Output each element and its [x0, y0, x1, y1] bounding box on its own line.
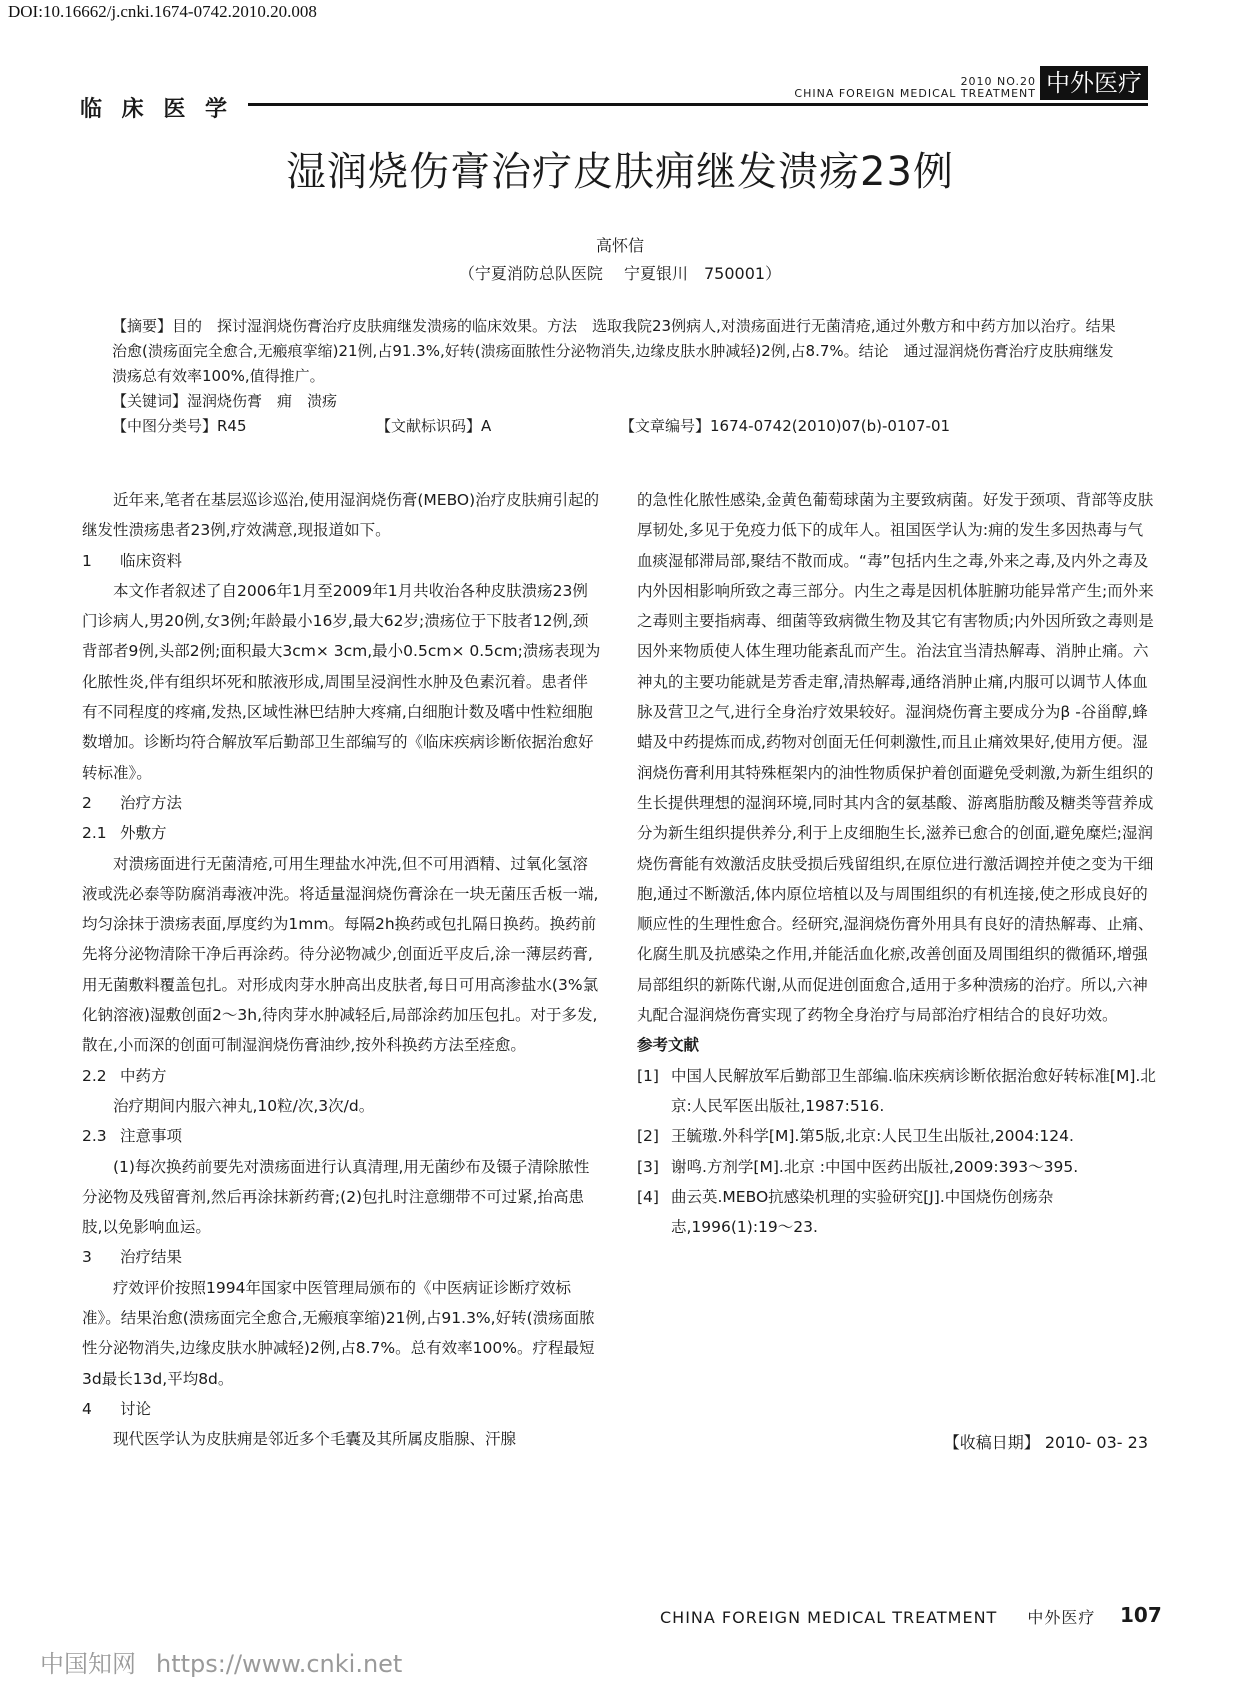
doi-line: DOI:10.16662/j.cnki.1674-0742.2010.20.008	[8, 2, 317, 21]
received-date: 【收稿日期】 2010- 03- 23	[943, 1433, 1148, 1452]
section-title: 注意事项	[120, 1127, 183, 1146]
body-paragraph: 治疗期间内服六神丸,10粒/次,3次/d。	[113, 1096, 375, 1115]
reference-number: [1]	[637, 1066, 659, 1085]
reference-text: 王毓璈.外科学[M].第5版,北京:人民卫生出版社,2004:124.	[671, 1127, 1074, 1146]
page-footer	[660, 1605, 1095, 1628]
section-title: 外敷方	[120, 824, 167, 843]
section-title: 临床资料	[120, 551, 183, 570]
section-heading-2	[82, 788, 602, 818]
section-title: 讨论	[120, 1399, 152, 1418]
body-paragraph: 对溃疡面进行无菌清疮,可用生理盐水冲洗,但不可用酒精、过氧化氢溶液或洗必泰等防腐消毒液冲洗。将适量湿润烧伤膏涂在一块无菌压舌板一端,均匀涂抹于溃疡表面,厚度约为1mm。每隔2h换药或包扎隔日换药。换药前先将分泌物清除干净后再涂药。待分泌物减少,创面近平皮后,涂一薄层药膏,用无菌敷料覆盖包扎。对形成肉芽水肿高出皮肤者,每日可用高渗盐水(3%氯化钠溶液)湿敷创面2～3h,待肉芽水肿减轻后,局部涂药加压包扎。对于多发,散在,小而深的创面可制湿润烧伤膏油纱,按外科换药方法至痊愈。	[82, 854, 599, 1055]
footer-journal-en: CHINA FOREIGN MEDICAL TREATMENT	[660, 1608, 998, 1627]
reference-number: [3]	[637, 1157, 659, 1176]
section-tag: 临 床 医 学	[80, 97, 233, 122]
abstract-text: 【摘要】目的 探讨湿润烧伤膏治疗皮肤痈继发溃疡的临床效果。方法 选取我院23例病人,对溃疡面进行无菌清疮,通过外敷方和中药方加以治疗。结果 治愈(溃疡面完全愈合,无瘢痕挛缩)21例,占91.3%,好转(溃疡面脓性分泌物消失,边缘皮肤水肿减轻)2例,占8.7%。结论 通过湿润烧伤膏治疗皮肤痈继发溃疡总有效率100%,值得推广。	[112, 317, 1131, 385]
article-title: 湿润烧伤膏治疗皮肤痈继发溃疡23例	[286, 149, 954, 195]
reference-number: [2]	[637, 1127, 659, 1146]
section-number: 2	[82, 793, 92, 812]
cnki-watermark	[40, 1644, 402, 1679]
reference-text: 中国人民解放军后勤部卫生部编.临床疾病诊断依据治愈好转标准[M].北京:人民军医出版社,1987:516.	[671, 1066, 1156, 1115]
reference-item	[637, 1152, 1157, 1182]
section-number: 4	[82, 1399, 92, 1418]
reference-item	[637, 1121, 1157, 1151]
reference-item	[637, 1182, 1157, 1243]
keywords: 【关键词】湿润烧伤膏 痈 溃疡	[112, 392, 338, 410]
journal-header	[794, 66, 1148, 100]
section-heading-4	[82, 1394, 602, 1424]
section-number: 3	[82, 1248, 92, 1267]
subsection-heading-2-1	[82, 818, 602, 848]
reference-item	[637, 1061, 1157, 1122]
classification-row	[112, 415, 1122, 436]
section-number: 2.1	[82, 824, 107, 843]
journal-issue: 2010 NO.20	[960, 75, 1036, 88]
references-heading: 参考文献	[637, 1036, 700, 1055]
reference-text: 谢鸣.方剂学[M].北京 :中国中医药出版社,2009:393～395.	[671, 1157, 1079, 1176]
section-number: 1	[82, 551, 92, 570]
reference-number: [4]	[637, 1187, 659, 1206]
header-rule	[248, 103, 1148, 106]
affiliation: （宁夏消防总队医院 宁夏银川 750001）	[458, 264, 782, 283]
intro-paragraph: 近年来,笔者在基层巡诊巡治,使用湿润烧伤膏(MEBO)治疗皮肤痈引起的继发性溃疡患者23例,疗效满意,现报道如下。	[82, 491, 600, 540]
section-title: 治疗方法	[120, 793, 183, 812]
reference-text: 曲云英.MEBO抗感染机理的实验研究[J].中国烧伤创疡杂志,1996(1):19～23.	[671, 1187, 1054, 1237]
cnki-brand: 中国知网	[40, 1650, 136, 1678]
abstract	[112, 314, 1131, 414]
document-code: 【文献标识码】A	[376, 417, 492, 435]
body-paragraph: 现代医学认为皮肤痈是邻近多个毛囊及其所属皮脂腺、汗腺	[113, 1430, 517, 1449]
clc-number: 【中图分类号】R45	[112, 417, 247, 435]
body-paragraph: (1)每次换药前要先对溃疡面进行认真清理,用无菌纱布及镊子清除脓性分泌物及残留膏剂,然后再涂抹新药膏;(2)包扎时注意绷带不可过紧,抬高患肢,以免影响血运。	[82, 1157, 590, 1237]
section-number: 2.3	[82, 1127, 107, 1146]
journal-en-name: CHINA FOREIGN MEDICAL TREATMENT	[794, 87, 1036, 100]
body-paragraph: 的急性化脓性感染,金黄色葡萄球菌为主要致病菌。好发于颈项、背部等皮肤厚韧处,多见于免疫力低下的成年人。祖国医学认为:痈的发生多因热毒与气血痰湿郁滞局部,聚结不散而成。“毒”包括内生之毒,外来之毒,及内外之毒及内外因相影响所致之毒三部分。内生之毒是因机体脏腑功能异常产生;而外来之毒则主要指病毒、细菌等致病微生物及其它有害物质;内外因所致之毒则是因外来物质使人体生理功能紊乱而产生。治法宜当清热解毒、消肿止痛。六神丸的主要功能就是芳香走窜,清热解毒,通络消肿止痛,内服可以调节人体血脉及营卫之气,进行全身治疗效果较好。湿润烧伤膏主要成分为β -谷甾醇,蜂蜡及中药提炼而成,药物对创面无任何刺激性,而且止痛效果好,使用方便。湿润烧伤膏利用其特殊框架内的油性物质保护着创面避免受刺激,为新生组织的生长提供理想的湿润环境,同时其内含的氨基酸、游离脂肪酸及糖类等营养成分为新生组织提供养分,利于上皮细胞生长,滋养已愈合的创面,避免糜烂;湿润烧伤膏能有效激活皮肤受损后残留组织,在原位进行激活调控并使之变为干细胞,通过不断激活,体内原位培植以及与周围组织的有机连接,使之形成良好的顺应性的生理性愈合。经研究,湿润烧伤膏外用具有良好的清热解毒、止痛、化腐生肌及抗感染之作用,并能活血化瘀,改善创面及周围组织的微循环,增强局部组织的新陈代谢,从而促进创面愈合,适用于多种溃疡的治疗。所以,六神丸配合湿润烧伤膏实现了药物全身治疗与局部治疗相结合的良好功效。	[637, 491, 1154, 1025]
right-column	[637, 485, 1157, 1242]
cnki-url[interactable]: https://www.cnki.net	[156, 1650, 403, 1678]
journal-logo: 中外医疗	[1040, 66, 1148, 100]
section-heading-1	[82, 546, 602, 576]
section-title: 中药方	[120, 1066, 167, 1085]
body-paragraph: 本文作者叙述了自2006年1月至2009年1月共收治各种皮肤溃疡23例门诊病人,男20例,女3例;年龄最小16岁,最大62岁;溃疡位于下肢者12例,颈背部者9例,头部2例;面积最大3cm× 3cm,最小0.5cm× 0.5cm;溃疡表现为化脓性炎,伴有组织坏死和脓液形成,周围呈浸润性水肿及色素沉着。患者伴有不同程度的疼痛,发热,区域性淋巴结肿大疼痛,白细胞计数及嗜中性粒细胞数增加。诊断均符合解放军后勤部卫生部编写的《临床疾病诊断依据治愈好转标准》。	[82, 581, 601, 782]
left-column	[82, 485, 602, 1455]
author: 高怀信	[595, 236, 644, 255]
subsection-heading-2-3	[82, 1121, 602, 1151]
page-number: 107	[1120, 1603, 1162, 1627]
subsection-heading-2-2	[82, 1061, 602, 1091]
article-number: 【文章编号】1674-0742(2010)07(b)-0107-01	[620, 417, 951, 435]
section-title: 治疗结果	[120, 1248, 183, 1267]
section-heading-3	[82, 1242, 602, 1272]
journal-meta	[794, 76, 1036, 100]
body-paragraph: 疗效评价按照1994年国家中医管理局颁布的《中医病证诊断疗效标准》。结果治愈(溃疡面完全愈合,无瘢痕挛缩)21例,占91.3%,好转(溃疡面脓性分泌物消失,边缘皮肤水肿减轻)2例,占8.7%。总有效率100%。疗程最短3d最长13d,平均8d。	[82, 1278, 595, 1388]
section-number: 2.2	[82, 1066, 107, 1085]
footer-journal-zh: 中外医疗	[1027, 1608, 1096, 1627]
